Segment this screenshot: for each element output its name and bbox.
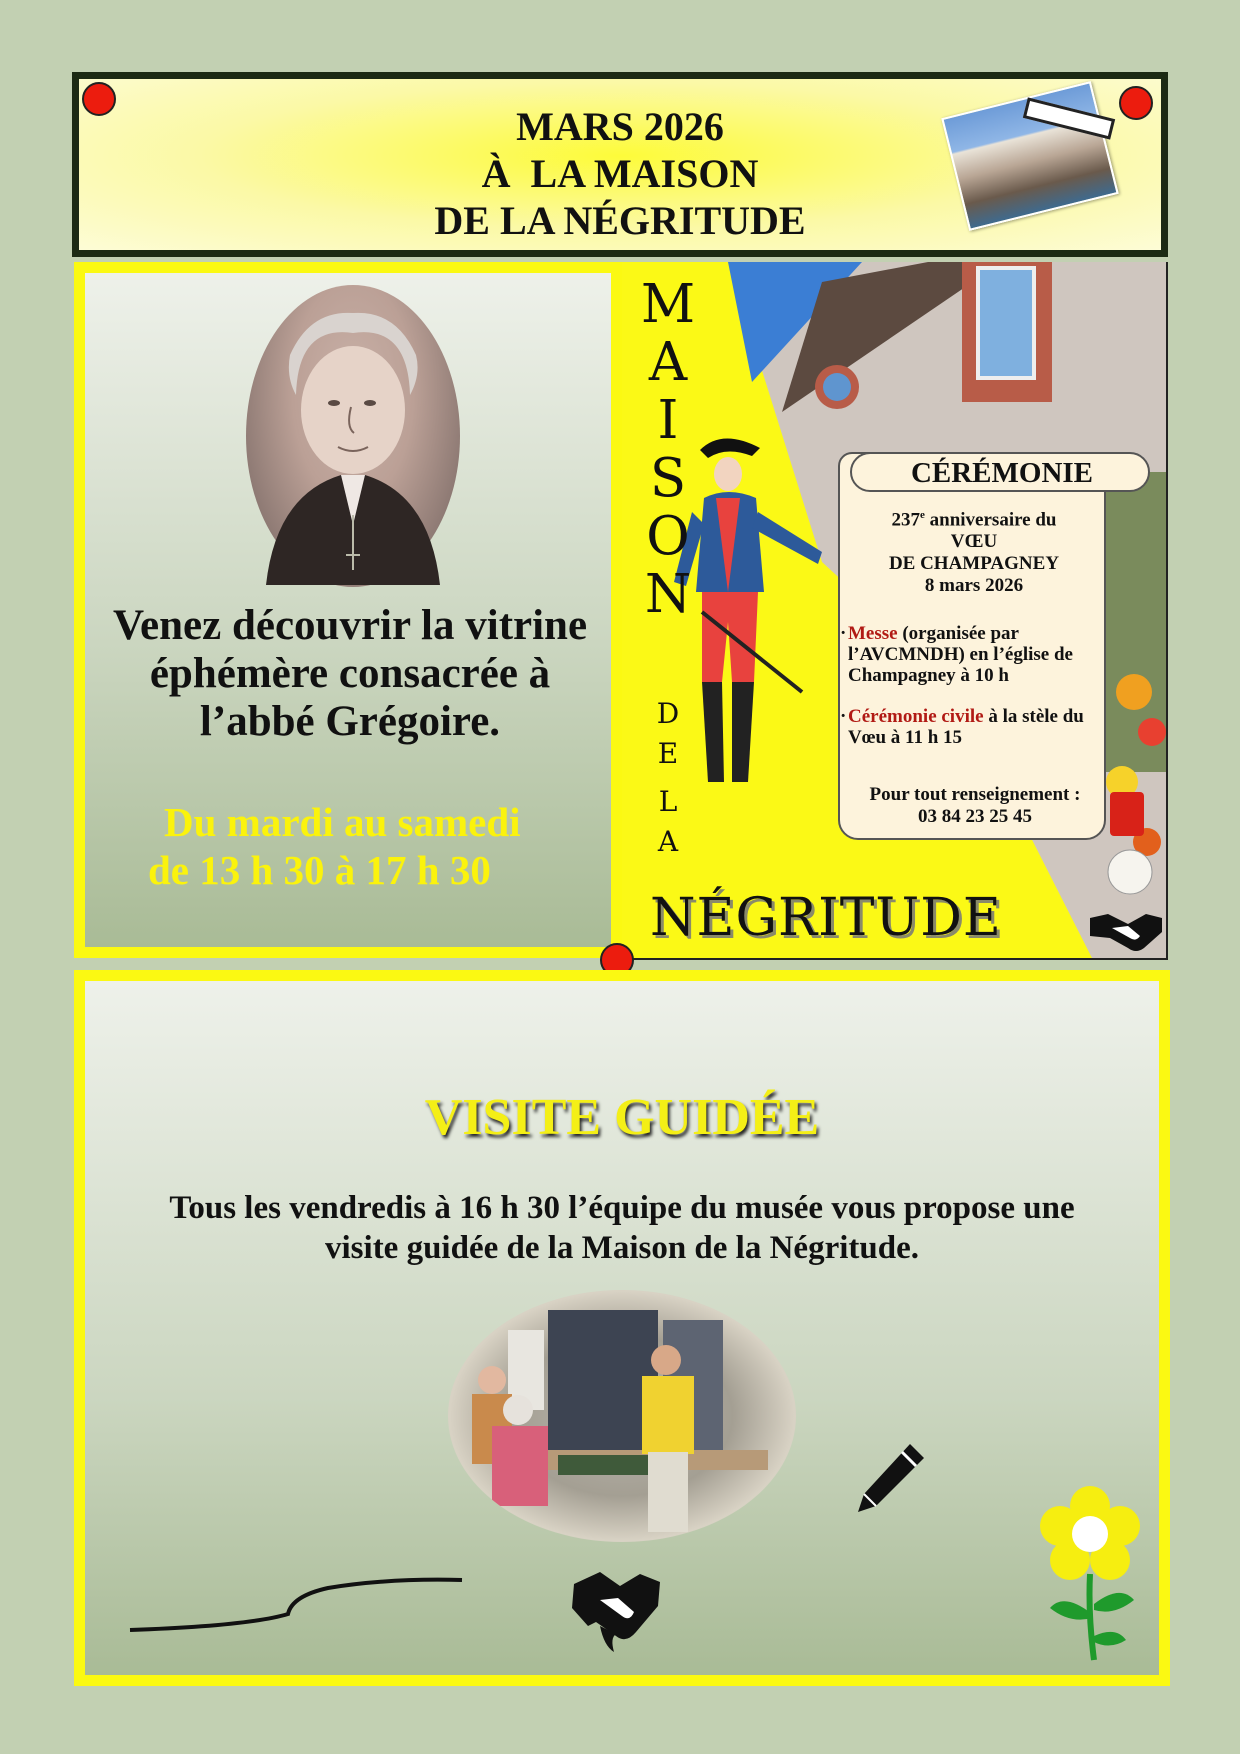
contact-phone: 03 84 23 25 45 <box>918 806 1032 827</box>
hours-line-1: Du mardi au samedi <box>164 799 521 845</box>
ceremony-bullet-civile <box>840 706 1110 748</box>
pencil-icon <box>852 1440 928 1516</box>
negritude-word: NÉGRITUDE <box>650 888 1002 948</box>
letter: I <box>657 390 679 451</box>
maison-vertical-word <box>640 276 696 624</box>
guided-visit-title: VISITE GUIDÉE <box>424 1089 820 1146</box>
date-line: 8 mars 2026 <box>924 575 1024 597</box>
opening-hours <box>148 798 588 894</box>
place-line: DE CHAMPAGNEY <box>888 553 1060 575</box>
voeu-line: VŒU <box>950 531 998 553</box>
guided-visit-text <box>100 1188 1144 1268</box>
guided-visit-photo <box>448 1290 796 1542</box>
signature-line <box>128 1574 464 1632</box>
de-vertical-word <box>648 694 688 774</box>
portrait-abbe-gregoire <box>246 285 460 587</box>
bullet-red-label: Cérémonie civile <box>848 706 984 727</box>
la-vertical-word <box>648 782 688 862</box>
bullet-text: à la stèle du Vœu à 11 h 15 <box>848 706 1084 748</box>
ceremony-bullet-messe <box>840 623 1110 686</box>
anniv-sup: e <box>920 509 925 521</box>
pin-icon <box>82 82 116 116</box>
letter: M <box>640 274 696 335</box>
handshake-icon <box>570 1566 664 1656</box>
pin-icon <box>1119 86 1153 120</box>
header-line-1: MARS 2026 <box>516 104 724 149</box>
header-line-2: À LA MAISON <box>481 151 759 196</box>
handshake-icon <box>1088 908 1164 956</box>
anniv-rest: anniversaire du <box>924 509 1057 531</box>
ceremony-title: CÉRÉMONIE <box>910 457 1094 489</box>
bullet-red-label: Messe <box>848 623 898 644</box>
ceremony-anniversary <box>842 504 1106 597</box>
letter: L <box>658 785 678 818</box>
guided-visit-line-2: visite guidée de la Maison de la Négritude. <box>325 1230 919 1266</box>
vitrine-line-3: l’abbé Grégoire. <box>199 698 501 745</box>
letter: A <box>657 825 679 858</box>
anniversary-line <box>842 504 1106 531</box>
contact-label: Pour tout renseignement : <box>869 784 1081 805</box>
anniv-number: 237 <box>891 509 920 531</box>
letter: O <box>646 506 690 567</box>
letter: D <box>656 697 680 730</box>
letter: S <box>649 448 687 509</box>
bullet-text: (organisée par l’AVCMNDH) en l’église de Champagney à 10 h <box>848 623 1073 686</box>
letter: E <box>657 737 679 770</box>
hours-line-2: de 13 h 30 à 17 h 30 <box>148 847 491 893</box>
guided-visit-line-1: Tous les vendredis à 16 h 30 l’équipe du musée vous propose une <box>169 1190 1075 1226</box>
vitrine-line-2: éphémère consacrée à <box>149 650 551 697</box>
ceremony-contact <box>842 784 1108 828</box>
bullet-dot-icon: · <box>840 623 847 644</box>
vitrine-text <box>86 602 614 746</box>
letter: N <box>644 564 692 625</box>
letter: A <box>648 332 688 393</box>
header-line-3: DE LA NÉGRITUDE <box>434 198 806 243</box>
vitrine-line-1: Venez découvrir la vitrine <box>112 602 588 649</box>
bullet-dot-icon: · <box>840 706 847 727</box>
flower-icon <box>1040 1484 1142 1664</box>
